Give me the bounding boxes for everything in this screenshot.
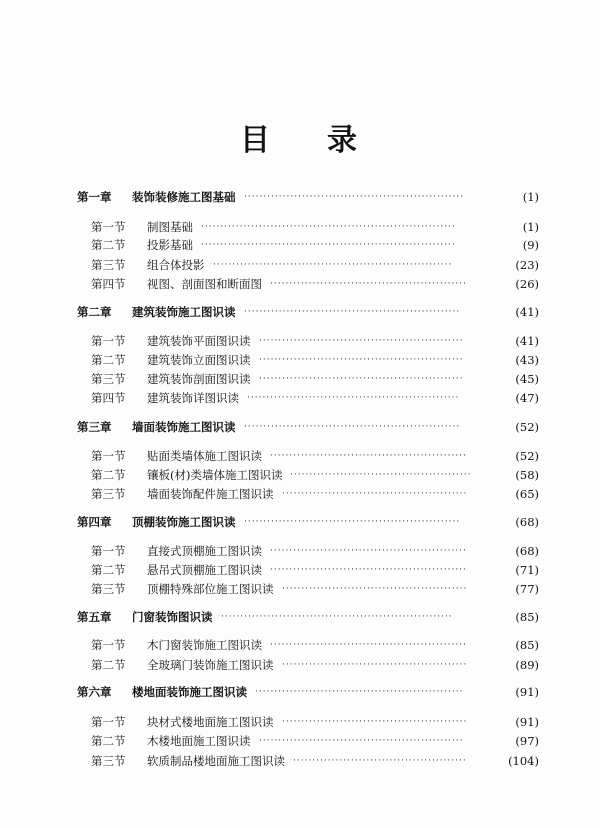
dot-leader: ············································· bbox=[293, 756, 467, 766]
section-title: 镶板(材)类墙体施工图识读 bbox=[147, 468, 283, 482]
dot-leader: ··················································· bbox=[270, 640, 467, 650]
toc-section-row bbox=[0, 732, 600, 750]
page-number: (52) bbox=[515, 449, 539, 463]
section-number: 第二节 bbox=[91, 353, 126, 367]
dot-leader: ······················································ bbox=[255, 687, 464, 697]
toc-section-row bbox=[0, 561, 600, 579]
dot-leader: ················································ bbox=[282, 717, 468, 727]
page-number: (1) bbox=[522, 190, 539, 204]
toc-section-row bbox=[0, 485, 600, 503]
chapter-number: 第二章 bbox=[77, 305, 112, 319]
section-number: 第一节 bbox=[91, 220, 126, 234]
section-title: 组合体投影 bbox=[147, 258, 205, 272]
section-title: 贴面类墙体施工图识读 bbox=[147, 449, 262, 463]
page-number: (71) bbox=[515, 563, 539, 577]
dot-leader: ················································ bbox=[282, 660, 468, 670]
page-number: (1) bbox=[522, 220, 539, 234]
chapter-title: 顶棚装饰施工图识读 bbox=[132, 515, 236, 529]
toc-section-row bbox=[0, 351, 600, 369]
page-number: (68) bbox=[515, 544, 539, 558]
section-number: 第二节 bbox=[91, 658, 126, 672]
dot-leader: ·································································· bbox=[201, 240, 456, 250]
page-number: (91) bbox=[515, 685, 539, 699]
page-number: (65) bbox=[515, 487, 539, 501]
section-number: 第一节 bbox=[91, 334, 126, 348]
page-number: (43) bbox=[515, 353, 539, 367]
page-number: (58) bbox=[515, 468, 539, 482]
chapter-title: 建筑装饰施工图识读 bbox=[132, 305, 236, 319]
dot-leader: ··················································· bbox=[270, 565, 467, 575]
section-number: 第三节 bbox=[91, 582, 126, 596]
toc-chapter-row bbox=[0, 418, 600, 436]
page-number: (91) bbox=[515, 715, 539, 729]
section-title: 木门窗装饰施工图识读 bbox=[147, 638, 262, 652]
page-number: (85) bbox=[515, 610, 539, 624]
toc-section-row bbox=[0, 370, 600, 388]
page-title-char-2: 录 bbox=[327, 123, 357, 158]
section-title: 全玻璃门装饰施工图识读 bbox=[147, 658, 274, 672]
section-title: 块材式楼地面施工图识读 bbox=[147, 715, 274, 729]
chapter-number: 第六章 bbox=[77, 685, 112, 699]
chapter-number: 第四章 bbox=[77, 515, 112, 529]
toc-section-row bbox=[0, 580, 600, 598]
chapter-title: 门窗装饰图识读 bbox=[132, 610, 213, 624]
section-number: 第一节 bbox=[91, 715, 126, 729]
dot-leader: ··················································· bbox=[270, 279, 467, 289]
section-title: 建筑装饰平面图识读 bbox=[147, 334, 251, 348]
section-title: 木楼地面施工图识读 bbox=[147, 734, 251, 748]
toc-chapter-row bbox=[0, 608, 600, 626]
page-title-char-1: 目 bbox=[240, 123, 270, 158]
dot-leader: ························································· bbox=[244, 192, 465, 202]
page-number: (45) bbox=[515, 372, 539, 386]
dot-leader: ····················································· bbox=[259, 336, 464, 346]
page-number: (23) bbox=[515, 258, 539, 272]
section-number: 第二节 bbox=[91, 238, 126, 252]
toc-chapter-row bbox=[0, 683, 600, 701]
section-title: 建筑装饰立面图识读 bbox=[147, 353, 251, 367]
dot-leader: ······················································· bbox=[247, 393, 460, 403]
toc-section-row bbox=[0, 656, 600, 674]
toc-section-row bbox=[0, 713, 600, 731]
section-number: 第四节 bbox=[91, 391, 126, 405]
section-title: 软质制品楼地面施工图识读 bbox=[147, 754, 285, 768]
section-number: 第一节 bbox=[91, 638, 126, 652]
section-title: 顶棚特殊部位施工图识读 bbox=[147, 582, 274, 596]
section-number: 第一节 bbox=[91, 449, 126, 463]
chapter-number: 第五章 bbox=[77, 610, 112, 624]
section-number: 第三节 bbox=[91, 258, 126, 272]
page-number: (9) bbox=[522, 238, 539, 252]
toc-section-row bbox=[0, 466, 600, 484]
dot-leader: ··················································· bbox=[270, 546, 467, 556]
section-title: 建筑装饰剖面图识读 bbox=[147, 372, 251, 386]
dot-leader: ··················································· bbox=[270, 451, 467, 461]
dot-leader: ··············································· bbox=[290, 470, 472, 480]
page-number: (41) bbox=[515, 334, 539, 348]
section-number: 第一节 bbox=[91, 544, 126, 558]
toc-section-row bbox=[0, 752, 600, 770]
chapter-number: 第三章 bbox=[77, 420, 112, 434]
chapter-title: 墙面装饰施工图识读 bbox=[132, 420, 236, 434]
toc-section-row bbox=[0, 256, 600, 274]
section-title: 制图基础 bbox=[147, 220, 193, 234]
toc-section-row bbox=[0, 542, 600, 560]
page-number: (47) bbox=[515, 391, 539, 405]
toc-section-row bbox=[0, 218, 600, 236]
section-number: 第二节 bbox=[91, 734, 126, 748]
page-number: (104) bbox=[508, 754, 539, 768]
section-number: 第二节 bbox=[91, 468, 126, 482]
dot-leader: ····················································· bbox=[259, 736, 464, 746]
section-number: 第三节 bbox=[91, 372, 126, 386]
section-title: 悬吊式顶棚施工图识读 bbox=[147, 563, 262, 577]
toc-chapter-row bbox=[0, 188, 600, 206]
dot-leader: ····················································· bbox=[259, 355, 464, 365]
section-number: 第三节 bbox=[91, 487, 126, 501]
section-title: 直接式顶棚施工图识读 bbox=[147, 544, 262, 558]
section-number: 第二节 bbox=[91, 563, 126, 577]
toc-section-row bbox=[0, 236, 600, 254]
dot-leader: ················································ bbox=[282, 584, 468, 594]
page-number: (41) bbox=[515, 305, 539, 319]
section-number: 第三节 bbox=[91, 754, 126, 768]
dot-leader: ························································ bbox=[244, 422, 461, 432]
toc-section-row bbox=[0, 447, 600, 465]
section-title: 视图、剖面图和断面图 bbox=[147, 277, 262, 291]
toc-section-row bbox=[0, 332, 600, 350]
page-number: (97) bbox=[515, 734, 539, 748]
dot-leader: ························································ bbox=[244, 517, 461, 527]
chapter-title: 装饰装修施工图基础 bbox=[132, 190, 236, 204]
chapter-number: 第一章 bbox=[77, 190, 112, 204]
page-number: (26) bbox=[515, 277, 539, 291]
dot-leader: ·································································· bbox=[201, 222, 456, 232]
section-title: 投影基础 bbox=[147, 238, 193, 252]
toc-section-row bbox=[0, 389, 600, 407]
section-number: 第四节 bbox=[91, 277, 126, 291]
page-number: (89) bbox=[515, 658, 539, 672]
section-title: 建筑装饰详图识读 bbox=[147, 391, 239, 405]
dot-leader: ····················································· bbox=[259, 374, 464, 384]
page-number: (77) bbox=[515, 582, 539, 596]
page-number: (68) bbox=[515, 515, 539, 529]
toc-chapter-row bbox=[0, 303, 600, 321]
chapter-title: 楼地面装饰施工图识读 bbox=[132, 685, 247, 699]
dot-leader: ················································ bbox=[282, 489, 468, 499]
section-title: 墙面装饰配件施工图识读 bbox=[147, 487, 274, 501]
toc-section-row bbox=[0, 636, 600, 654]
toc-section-row bbox=[0, 275, 600, 293]
toc-chapter-row bbox=[0, 513, 600, 531]
dot-leader: ························································ bbox=[244, 307, 461, 317]
page-number: (85) bbox=[515, 638, 539, 652]
dot-leader: ···························································· bbox=[221, 612, 453, 622]
page-number: (52) bbox=[515, 420, 539, 434]
dot-leader: ······························································ bbox=[213, 260, 453, 270]
